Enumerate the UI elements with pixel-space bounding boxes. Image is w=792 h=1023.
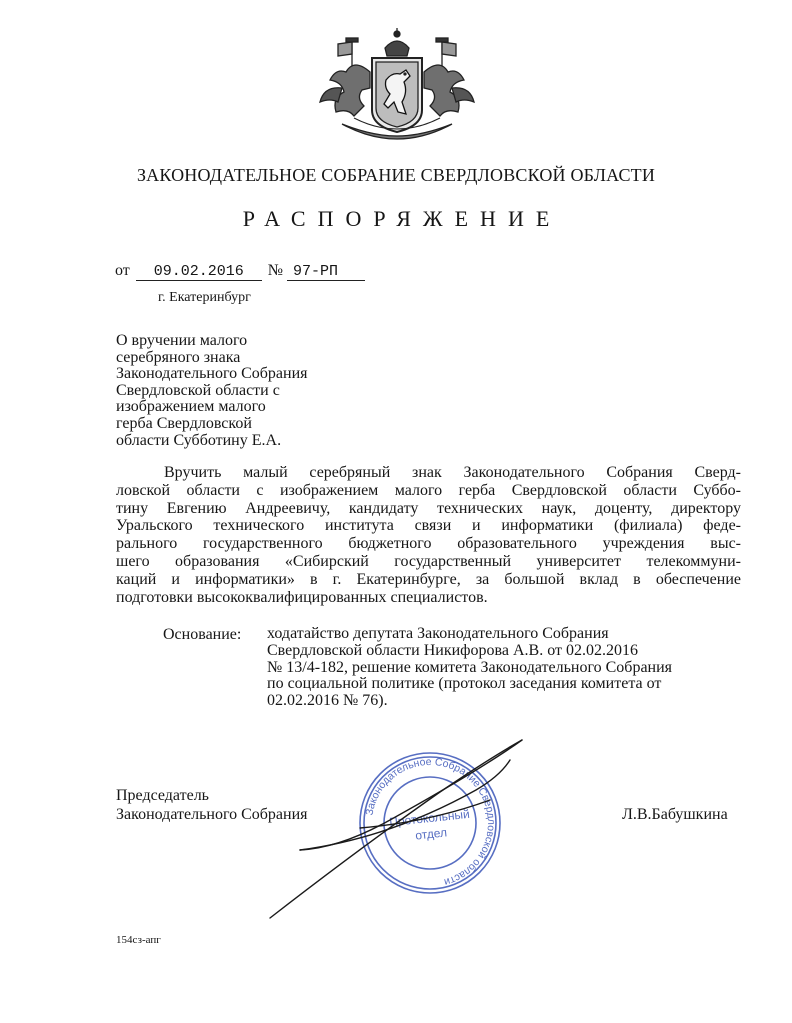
basis-line: Свердловской области Никифорова А.В. от 02.02.2016 [267,641,638,659]
subject-line: Законодательного Собрания [116,365,308,383]
order-body [116,464,741,606]
subject-line: изображением малого [116,398,266,416]
body-line: Вручить малый серебряный знак Законодательного Собрания Сверд- [164,464,741,481]
subject-line: области Субботину Е.А. [116,431,282,449]
basis-label: Основание: [163,626,242,643]
body-line: шего образования «Сибирский государственный университет телекоммуни- [116,552,741,570]
subject-line: О вручении малого [116,332,248,349]
stamp-center-line: Протокольный [388,806,471,830]
document-number: 97-РП [287,263,365,281]
subject-block [116,333,308,449]
number-sign: № [267,262,284,279]
body-line: рального государственного бюджетного образовательного учреждения выс- [116,535,741,553]
body-line: тину Евгению Андреевичу, кандидату технических наук, доценту, директору [116,499,741,517]
stamp-outer-text: Законодательное Собрание Свердловской области [363,755,498,889]
subject-line: серебряного знака [116,348,241,366]
body-line: подготовки высококвалифицированных специалистов. [116,588,488,606]
basis-line: по социальной политике (протокол заседания комитета от [267,675,662,693]
body-line: ловской области с изображением малого герба Свердловской области Суббо- [116,481,741,499]
registration-code: 154сз-апг [116,934,161,946]
date-prefix: от [115,262,130,279]
date-number-row [115,262,365,281]
body-line: Уральского технического института связи и информатики (филиала) феде- [116,517,741,535]
city-line: г. Екатеринбург [158,290,251,305]
basis-line: № 13/4-182, решение комитета Законодательного Собрания [267,658,673,676]
subject-line: Свердловской области с [116,381,280,399]
coat-of-arms-emblem [302,28,492,150]
document-date: 09.02.2016 [136,263,262,281]
handwritten-signature [240,730,540,925]
basis-line: ходатайство депутата Законодательного Собрания [267,625,609,642]
basis-text [267,626,672,710]
body-line: каций и информатики» в г. Екатеринбурге, за большой вклад в обеспечение [116,570,741,588]
document-kind-heading: РАСПОРЯЖЕНИЕ [242,206,562,231]
signatory-title-line: Председатель [116,787,209,804]
organization-title: ЗАКОНОДАТЕЛЬНОЕ СОБРАНИЕ СВЕРДЛОВСКОЙ ОБЛАСТИ [136,165,656,185]
subject-line: герба Свердловской [116,414,252,432]
stamp-center-line: отдел [414,825,448,843]
signatory-name: Л.В.Бабушкина [622,806,728,823]
basis-line: 02.02.2016 № 76). [267,692,388,710]
signatory-title-line: Законодательного Собрания [116,805,308,823]
